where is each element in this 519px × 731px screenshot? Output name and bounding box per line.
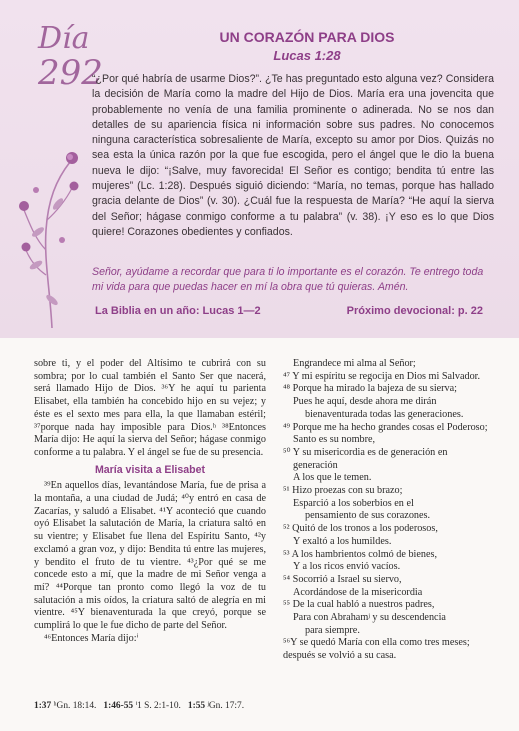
poem-line: ⁵³ A los hambrientos colmó de bienes,	[283, 548, 438, 560]
flower-branch-illustration	[0, 100, 90, 330]
poem-line: ⁵¹ Hizo proezas con su brazo;	[283, 485, 403, 497]
footnote-text: ʲGn. 17:7.	[207, 701, 245, 711]
poem-line: A los que le temen.	[293, 472, 372, 484]
footnote-text: ʰGn. 18:14.	[53, 701, 97, 711]
day-number: 292	[38, 53, 103, 93]
closing-verse: ⁵⁶Y se quedó María con ella como tres meses; después se volvió a su casa.	[283, 637, 470, 662]
bible-text-right-column	[283, 358, 493, 663]
poem-line: ⁴⁷ Y mi espíritu se regocija en Dios mi Salvador.	[283, 370, 481, 382]
prayer-text: Señor, ayúdame a recordar que para ti lo importante es el corazón. Te entrego toda mi vida para que puedas hacer en mí la obra que tú quieras. Amén.	[92, 266, 484, 293]
day-word: Día	[38, 21, 90, 56]
poem-line: ⁵⁵ De la cual habló a nuestros padres,	[283, 599, 435, 611]
poem-line: ⁵⁴ Socorrió a Israel su siervo,	[283, 573, 402, 585]
footnote-ref: 1:46-55	[103, 701, 134, 711]
bible-text-left-column	[34, 358, 266, 645]
poem-line: Santo es su nombre,	[293, 434, 376, 446]
bible-in-year: La Biblia en un año: Lucas 1—2	[95, 305, 261, 317]
devotional-text: “¿Por qué habría de usarme Dios?”. ¿Te has preguntado esto alguna vez? Considera la decisión de María como la madre del Hijo de Dios. María era una jovencita que probablemente no venía de una familia prominente o adinerada. No se nos dan detalles de su apariencia física ni información sobre sus padres. No conocemos ninguna característica sobresaliente de María, excepto su amor por Dios. Quizás no sea esta la única razón por la que fue escogida, pero el ángel que le dio la buena nueva le dijo: “¡Salve, muy favorecida! El Señor es contigo; bendita tú entre las mujeres” (Lc. 1:28). Después siguió diciendo: “María, no temas, porque has hallado gracia delante de Dios” (v. 30). ¿Cuál fue la respuesta de María? “He aquí la sierva del Señor; hágase conmigo conforme a tu palabra” (v. 38). ¡Y eso es lo que Dios quiere! Corazones obedientes y confiados.	[92, 73, 494, 238]
poem-line: ⁵⁰ Y su misericordia es de generación en generación	[283, 446, 448, 471]
poem-line: Y exaltó a los humildes.	[293, 535, 392, 547]
poem-line: Acordándose de la misericordia	[293, 586, 423, 598]
footnote-text: ⁱ1 S. 2:1-10.	[135, 701, 181, 711]
verse-paragraph: ⁴⁶Entonces María dijo:ⁱ	[44, 632, 139, 644]
poem-line: Y a los ricos envió vacíos.	[293, 561, 401, 573]
section-heading: María visita a Elisabet	[94, 463, 206, 476]
verse-paragraph: sobre ti, y el poder del Altísimo te cubrirá con su sombra; por lo cual también el Santo Ser que nacerá, será llamado Hijo de Dios. ³⁶Y he aquí tu parienta Elisabet, ella también ha concebido hijo en su vejez; y éste es el sexto mes para ella, la que llamaban estéril; ³⁷porque nada hay imposible para Dios.ʰ ³⁸Entonces María dijo: He aquí la sierva del Señor; hágase conmigo conforme a tu palabra. Y el ángel se fue de su presencia.	[34, 358, 266, 458]
poem-line: para siempre.	[305, 624, 360, 636]
poem-line: Esparció a los soberbios en el	[293, 497, 414, 509]
poem-line: Pues he aquí, desde ahora me dirán	[293, 396, 437, 408]
poem-line: Para con Abrahamʲ y su descendencia	[293, 612, 446, 624]
verse-paragraph: ³⁹En aquellos días, levantándose María, fue de prisa a la montaña, a una ciudad de Judá; ⁴⁰y entró en casa de Zacarías, y saludó a Elisabet. ⁴¹Y aconteció que cuando oyó Elisabet la salutación de María, la criatura saltó en su vientre; y Elisabet fue llena del Espíritu Santo, ⁴²y exclamó a gran voz, y dijo: Bendita tú entre las mujeres, y bendito el fruto de tu vientre. ⁴³¿Por qué se me concede esto a mí, que la madre de mi Señor venga a mí? ⁴⁴Porque tan pronto como llegó la voz de tu salutación a mis oídos, la criatura saltó de alegría en mi vientre. ⁴⁵Y bienaventurada la que creyó, porque se cumplirá lo que le fue dicho de parte del Señor.	[34, 480, 266, 632]
poem-line: bienaventurada todas las generaciones.	[305, 408, 464, 420]
footnote-ref: 1:55	[187, 701, 206, 711]
devotional-title: UN CORAZÓN PARA DIOS	[219, 29, 395, 45]
poem-line: Engrandece mi alma al Señor;	[293, 358, 416, 369]
poem-line: ⁵² Quitó de los tronos a los poderosos,	[283, 523, 438, 535]
poem-line: pensamiento de sus corazones.	[305, 510, 431, 522]
footnotes	[34, 700, 494, 711]
next-devotional: Próximo devocional: p. 22	[346, 305, 483, 317]
poem-line: ⁴⁹ Porque me ha hecho grandes cosas el Poderoso;	[283, 421, 488, 433]
footnote-ref: 1:37	[34, 701, 52, 711]
poem-line: ⁴⁸ Porque ha mirado la bajeza de su sierva;	[283, 383, 458, 395]
scripture-reference: Lucas 1:28	[273, 48, 341, 63]
